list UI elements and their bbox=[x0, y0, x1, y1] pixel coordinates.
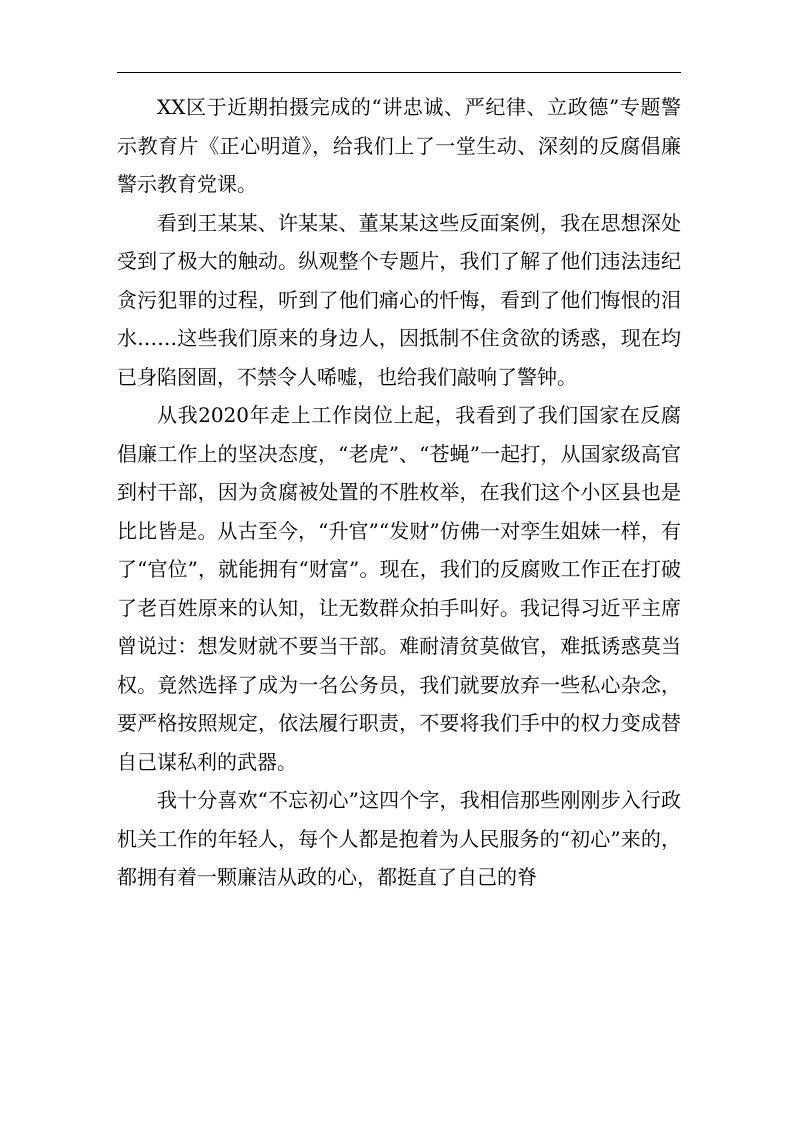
header-rule bbox=[117, 72, 681, 73]
document-body bbox=[117, 88, 681, 897]
paragraph-original-aspiration: 我十分喜欢“不忘初心”这四个字，我相信那些刚刚步入行政机关工作的年轻人，每个人都是抱着为人民服务的“初心”来的，都拥有着一颗廉洁从政的心，都挺直了自己的脊 bbox=[117, 788, 681, 889]
paragraph-intro: XX区于近期拍摄完成的“讲忠诚、严纪律、立政德”专题警示教育片《正心明道》，给我们上了一堂生动、深刻的反腐倡廉警示教育党课。 bbox=[117, 95, 681, 196]
paragraph-anticorruption: 从我2020年走上工作岗位上起，我看到了我们国家在反腐倡廉工作上的坚决态度，“老虎”、“苍蝇”一起打，从国家级高官到村干部，因为贪腐被处置的不胜枚举，在我们这个小区县也是比比皆是。从古至今，“升官”“发财”仿佛一对孪生姐妹一样，有了“官位”，就能拥有“财富”。现在，我们的反腐败工作正在打破了老百姓原来的认知，让无数群众拍手叫好。我记得习近平主席曾说过：想发财就不要当干部。难耐清贫莫做官，难抵诱惑莫当权。竟然选择了成为一名公务员，我们就要放弃一些私心杂念，要严格按照规定，依法履行职责，不要将我们手中的权力变成替自己谋私利的武器。 bbox=[117, 403, 681, 774]
paragraph-cases: 看到王某某、许某某、董某某这些反面案例，我在思想深处受到了极大的触动。纵观整个专题片，我们了解了他们违法违纪贪污犯罪的过程，听到了他们痛心的忏悔，看到了他们悔恨的泪水……这些我们原来的身边人，因抵制不住贪欲的诱惑，现在均已身陷囹圄，不禁令人唏嘘，也给我们敲响了警钟。 bbox=[117, 210, 681, 389]
